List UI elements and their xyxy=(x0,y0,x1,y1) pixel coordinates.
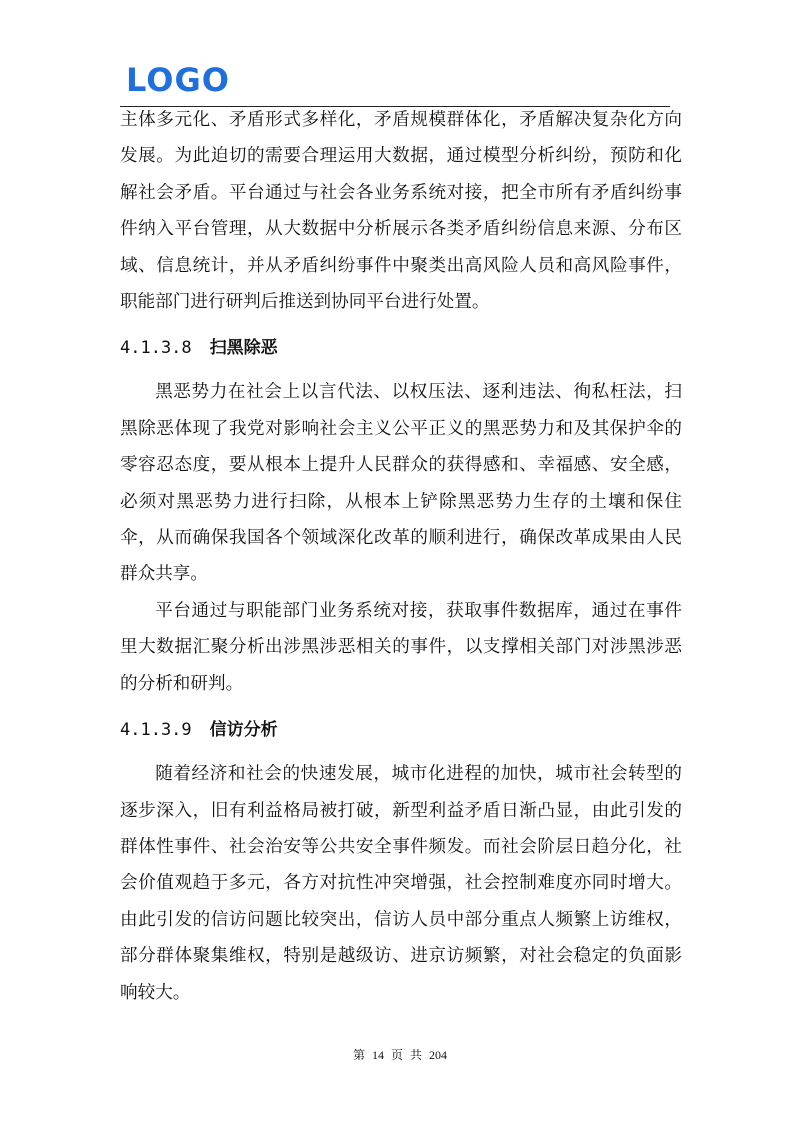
paragraph-3: 平台通过与职能部门业务系统对接，获取事件数据库，通过在事件里大数据汇聚分析出涉黑涉恶相关的事件，以支撑相关部门对涉黑涉恶的分析和研判。 xyxy=(120,600,682,694)
section-heading-4-1-3-9 xyxy=(120,708,682,752)
total-pages: 204 xyxy=(429,1048,448,1062)
page-header xyxy=(120,60,670,107)
page-prefix: 第 xyxy=(352,1048,365,1062)
page-label: 页 xyxy=(390,1048,403,1062)
section-heading-4-1-3-8 xyxy=(120,326,682,370)
section-number: 4.1.3.9 xyxy=(120,720,192,741)
page-number: 14 xyxy=(371,1048,384,1062)
paragraph-1: 主体多元化、矛盾形式多样化，矛盾规模群体化，矛盾解决复杂化方向发展。为此迫切的需要合理运用大数据，通过模型分析纠纷，预防和化解社会矛盾。平台通过与社会各业务系统对接，把全市所有矛盾纠纷事件纳入平台管理，从大数据中分析展示各类矛盾纠纷信息来源、分布区域、信息统计，并从矛盾纠纷事件中聚类出高风险人员和高风险事件，职能部门进行研判后推送到协同平台进行处置。 xyxy=(120,110,682,313)
page-footer xyxy=(0,1046,800,1063)
paragraph-2: 黑恶势力在社会上以言代法、以权压法、逐利违法、徇私枉法，扫黑除恶体现了我党对影响社会主义公平正义的黑恶势力和及其保护伞的零容忍态度，要从根本上提升人民群众的获得感和、幸福感、安全感，必须对黑恶势力进行扫除，从根本上铲除黑恶势力生存的土壤和保住伞，从而确保我国各个领域深化改革的顺利进行，确保改革成果由人民群众共享。 xyxy=(120,382,682,585)
section-title: 扫黑除恶 xyxy=(209,338,278,359)
paragraph-4: 随着经济和社会的快速发展，城市化进程的加快，城市社会转型的逐步深入，旧有利益格局被打破，新型利益矛盾日渐凸显，由此引发的群体性事件、社会治安等公共安全事件频发。而社会阶层日趋分化，社会价值观趋于多元，各方对抗性冲突增强，社会控制难度亦同时增大。由此引发的信访问题比较突出，信访人员中部分重点人频繁上访维权，部分群体聚集维权，特别是越级访、进京访频繁，对社会稳定的负面影响较大。 xyxy=(120,764,682,1003)
total-prefix: 共 xyxy=(410,1048,423,1062)
logo: LOGO xyxy=(126,61,230,99)
document-body xyxy=(120,102,682,1011)
section-title: 信访分析 xyxy=(209,720,278,741)
section-number: 4.1.3.8 xyxy=(120,338,192,359)
